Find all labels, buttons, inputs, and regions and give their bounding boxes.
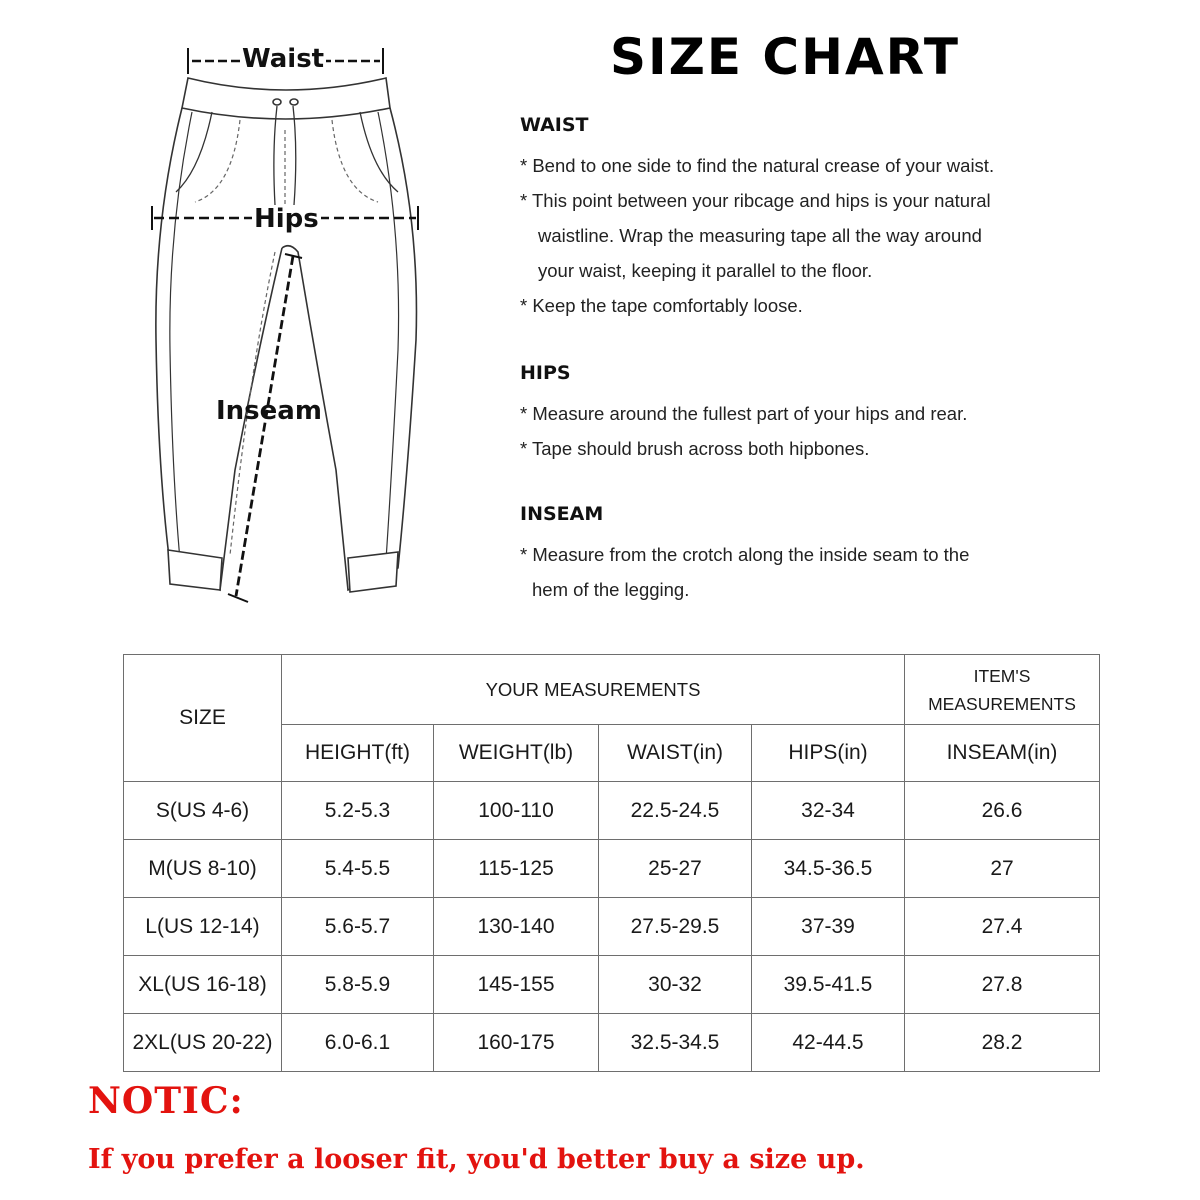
items-measurements-line: MEASUREMENTS [928,693,1076,714]
table-row [124,1014,1100,1072]
inseam-heading: INSEAM [520,503,604,525]
hips-instructions [520,362,1160,466]
height-cell: 6.0-6.1 [282,1014,434,1072]
notice-title: NOTIC: [88,1080,244,1122]
hips-cell: 37-39 [752,898,905,956]
waist-cell: 25-27 [599,840,752,898]
size-cell: L(US 12-14) [124,898,282,956]
instruction-line: your waist, keeping it parallel to the floor. [538,260,873,281]
waist-heading: WAIST [520,114,589,136]
height-cell: 5.4-5.5 [282,840,434,898]
column-header: HEIGHT(ft) [282,725,434,782]
waist-cell: 27.5-29.5 [599,898,752,956]
pants-diagram [140,30,440,620]
table-row [124,898,1100,956]
hips-cell: 42-44.5 [752,1014,905,1072]
inseam-cell: 27 [905,840,1100,898]
waist-instructions [520,114,1160,323]
hips-cell: 39.5-41.5 [752,956,905,1014]
inseam-label: Inseam [216,396,322,426]
instruction-line: * This point between your ribcage and hips is your natural [520,190,991,211]
items-measurements-line: ITEM'S [973,665,1031,686]
items-measurements-header [905,655,1100,725]
table-row [124,782,1100,840]
instruction-line: * Tape should brush across both hipbones. [520,438,870,459]
inseam-instructions [520,503,1160,607]
instruction-line: * Measure from the crotch along the inside seam to the [520,544,970,565]
table-row [124,840,1100,898]
column-header: WAIST(in) [599,725,752,782]
inseam-cell: 28.2 [905,1014,1100,1072]
hips-cell: 32-34 [752,782,905,840]
inseam-cell: 26.6 [905,782,1100,840]
size-cell: 2XL(US 20-22) [124,1014,282,1072]
instruction-line: * Measure around the fullest part of your hips and rear. [520,403,968,424]
column-header: INSEAM(in) [905,725,1100,782]
instruction-line: * Keep the tape comfortably loose. [520,295,803,316]
size-cell: XL(US 16-18) [124,956,282,1014]
pants-outline [140,30,440,620]
weight-cell: 100-110 [434,782,599,840]
weight-cell: 130-140 [434,898,599,956]
column-header: HIPS(in) [752,725,905,782]
column-header: WEIGHT(lb) [434,725,599,782]
waist-cell: 32.5-34.5 [599,1014,752,1072]
hips-cell: 34.5-36.5 [752,840,905,898]
instruction-line: hem of the legging. [532,579,690,600]
inseam-cell: 27.8 [905,956,1100,1014]
size-table [123,654,1100,1072]
hips-heading: HIPS [520,362,571,384]
notice-text: If you prefer a looser fit, you'd better buy a size up. [88,1144,865,1175]
instruction-line: * Bend to one side to find the natural crease of your waist. [520,155,995,176]
page-title: SIZE CHART [609,28,961,86]
table-row [124,956,1100,1014]
height-cell: 5.8-5.9 [282,956,434,1014]
height-cell: 5.6-5.7 [282,898,434,956]
size-cell: S(US 4-6) [124,782,282,840]
waist-cell: 22.5-24.5 [599,782,752,840]
instruction-line: waistline. Wrap the measuring tape all the way around [538,225,982,246]
hips-label: Hips [254,204,319,234]
size-header: SIZE [124,655,282,782]
size-cell: M(US 8-10) [124,840,282,898]
waist-label: Waist [242,44,325,74]
weight-cell: 145-155 [434,956,599,1014]
waist-cell: 30-32 [599,956,752,1014]
height-cell: 5.2-5.3 [282,782,434,840]
weight-cell: 160-175 [434,1014,599,1072]
table-header-row [124,655,1100,725]
your-measurements-header: YOUR MEASUREMENTS [282,655,905,725]
weight-cell: 115-125 [434,840,599,898]
inseam-cell: 27.4 [905,898,1100,956]
